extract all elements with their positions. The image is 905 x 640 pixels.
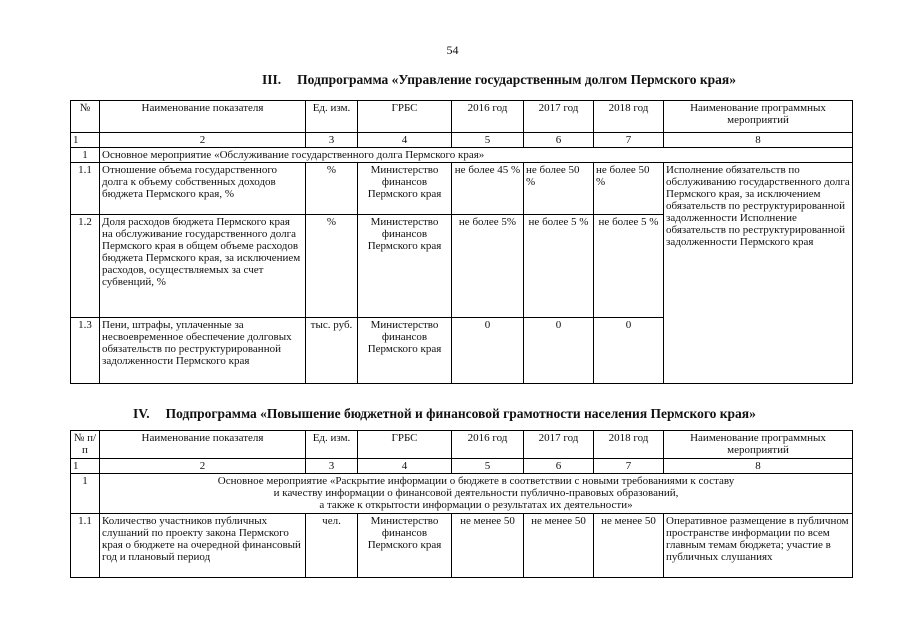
section-4-colnum-row (71, 459, 853, 474)
section-4-numeral: IV. (133, 406, 150, 421)
header-2018: 2018 год (594, 101, 664, 133)
row-num: 1.3 (71, 318, 100, 384)
main-activity-text (100, 474, 853, 514)
row-2018: 0 (594, 318, 664, 384)
col-number: 2 (100, 459, 306, 474)
col-number: 2 (100, 133, 306, 148)
row-indicator: Отношение объема государственного долга к объему собственных доходов бюджета Пермского края, % (100, 163, 306, 215)
main-activity-num: 1 (71, 148, 100, 163)
section-4-table (70, 430, 853, 578)
col-number: 4 (358, 459, 452, 474)
row-2018: не менее 50 (594, 514, 664, 578)
header-unit: Ед. изм. (306, 431, 358, 459)
header-num: № п/п (71, 431, 100, 459)
col-number: 3 (306, 133, 358, 148)
col-number: 4 (358, 133, 452, 148)
row-unit: % (306, 215, 358, 318)
row-2017: не более 50 % (524, 163, 594, 215)
section-3-colnum-row (71, 133, 853, 148)
row-num: 1.1 (71, 514, 100, 578)
row-2017: 0 (524, 318, 594, 384)
header-num: № (71, 101, 100, 133)
page-number: 54 (446, 43, 459, 57)
section-4-main-activity-row (71, 474, 853, 514)
main-activity-num: 1 (71, 474, 100, 514)
header-indicator: Наименование показателя (100, 101, 306, 133)
row-2018: не более 50 % (594, 163, 664, 215)
row-grbs: Министерство финансов Пермского края (358, 318, 452, 384)
row-num: 1.1 (71, 163, 100, 215)
section-3-table (70, 100, 853, 384)
section-4-heading (133, 406, 756, 422)
col-number: 1 (71, 459, 100, 474)
col-number: 5 (452, 133, 524, 148)
row-2017: не более 5 % (524, 215, 594, 318)
row-2016: 0 (452, 318, 524, 384)
header-indicator: Наименование показателя (100, 431, 306, 459)
header-grbs: ГРБС (358, 101, 452, 133)
row-unit: тыс. руб. (306, 318, 358, 384)
row-activities: Оперативное размещение в публичном пространстве информации по всем главным темам бюджета; участие в публичных слушаниях (664, 514, 853, 578)
row-indicator: Количество участников публичных слушаний по проекту закона Пермского края о бюджете на очередной финансовый год и плановый период (100, 514, 306, 578)
col-number: 3 (306, 459, 358, 474)
table-row (71, 514, 853, 578)
header-2018: 2018 год (594, 431, 664, 459)
section-3-title: Подпрограмма «Управление государственным долгом Пермского края» (297, 72, 736, 87)
row-indicator: Пени, штрафы, уплаченные за несвоевременное обеспечение долговых обязательств по реструктурированной задолженности Пермского края (100, 318, 306, 384)
col-number: 8 (664, 133, 853, 148)
header-2016: 2016 год (452, 101, 524, 133)
section-3-header-row (71, 101, 853, 133)
header-unit: Ед. изм. (306, 101, 358, 133)
main-activity-text: Основное мероприятие «Обслуживание государственного долга Пермского края» (100, 148, 853, 163)
row-unit: % (306, 163, 358, 215)
section-3-main-activity-row (71, 148, 853, 163)
col-number: 8 (664, 459, 853, 474)
row-2016: не более 45 % (452, 163, 524, 215)
section-4-title: Подпрограмма «Повышение бюджетной и финансовой грамотности населения Пермского края» (165, 406, 756, 421)
row-grbs: Министерство финансов Пермского края (358, 514, 452, 578)
col-number: 7 (594, 133, 664, 148)
col-number: 7 (594, 459, 664, 474)
row-2018: не более 5 % (594, 215, 664, 318)
table-row (71, 163, 853, 215)
header-grbs: ГРБС (358, 431, 452, 459)
row-indicator: Доля расходов бюджета Пермского края на обслуживание государственного долга Пермского края в общем объеме расходов бюджета Пермского края, за исключением расходов, осуществляемых за счет субвенций, % (100, 215, 306, 318)
row-num: 1.2 (71, 215, 100, 318)
row-2016: не более 5% (452, 215, 524, 318)
header-2017: 2017 год (524, 431, 594, 459)
header-activities: Наименование программных мероприятий (664, 431, 853, 459)
col-number: 6 (524, 459, 594, 474)
col-number: 6 (524, 133, 594, 148)
header-2016: 2016 год (452, 431, 524, 459)
section-4-header-row (71, 431, 853, 459)
row-2017: не менее 50 (524, 514, 594, 578)
row-grbs: Министерство финансов Пермского края (358, 215, 452, 318)
section-3-numeral: III. (262, 72, 282, 87)
activities-cell: Исполнение обязательств по обслуживанию государственного долга Пермского края, за исключением обязательств по реструктурированной задолженности Исполнение обязательств по реструктурированной задолженности Пермского края (664, 163, 853, 384)
row-grbs: Министерство финансов Пермского края (358, 163, 452, 215)
main-activity-line: Основное мероприятие «Раскрытие информации о бюджете в соответствии с новыми требованиями к составу (217, 475, 735, 487)
main-activity-line: и качеству информации о финансовой деятельности публично-правовых образований, (273, 487, 679, 499)
header-2017: 2017 год (524, 101, 594, 133)
col-number: 5 (452, 459, 524, 474)
section-3-heading (262, 72, 736, 88)
col-number: 1 (71, 133, 100, 148)
row-2016: не менее 50 (452, 514, 524, 578)
header-activities: Наименование программных мероприятий (664, 101, 853, 133)
main-activity-line: а также к открытости информации о результатах их деятельности» (319, 499, 633, 511)
row-unit: чел. (306, 514, 358, 578)
